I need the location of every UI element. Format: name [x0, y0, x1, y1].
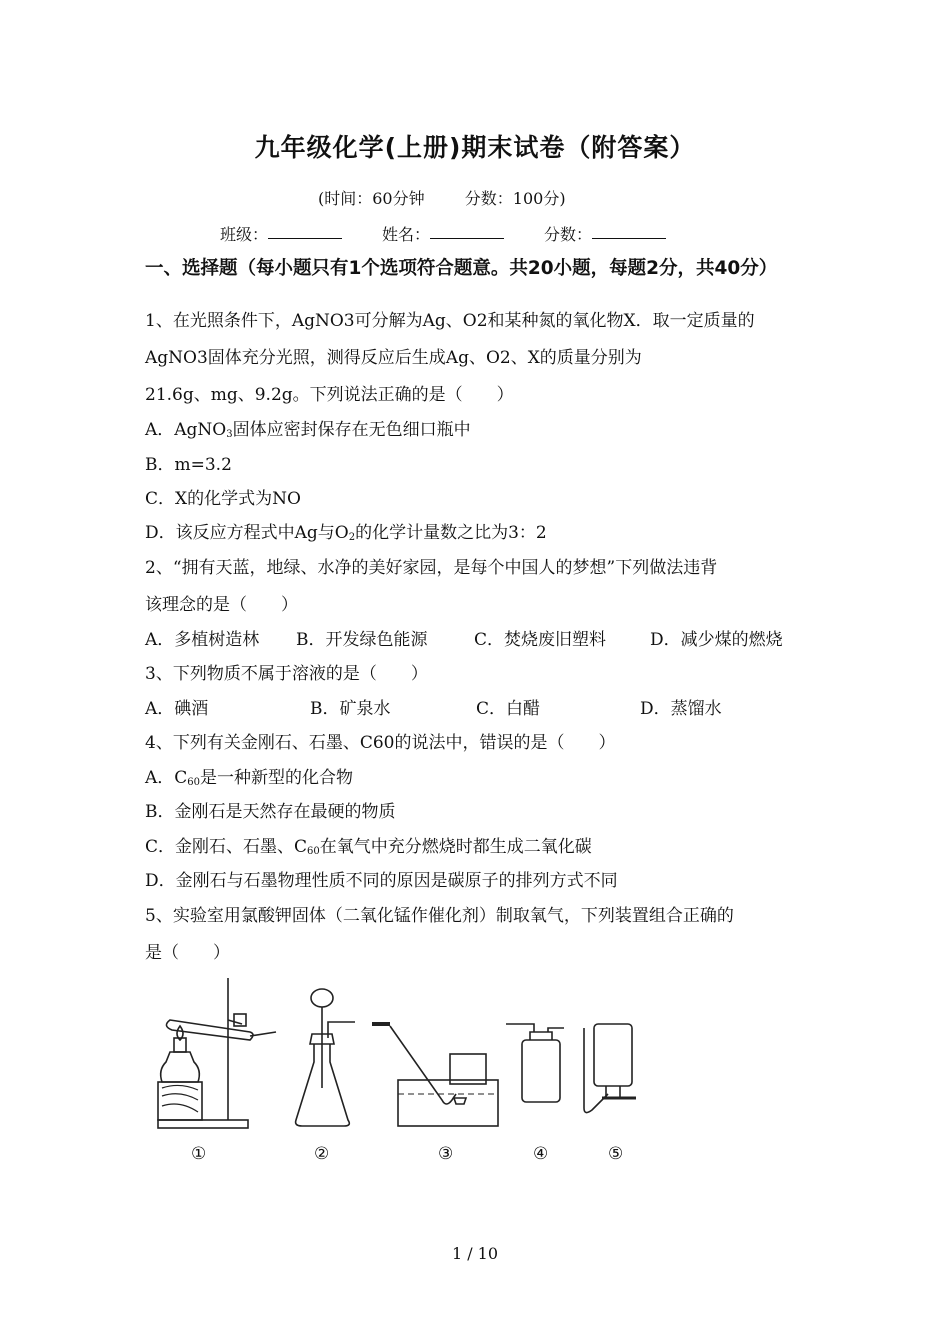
exam-meta [318, 186, 566, 209]
q4-option-a: A．$C_{60}$是一种新型的化合物 [145, 768, 354, 788]
section-heading: 一、选择题（每小题只有1个选项符合题意。共20小题，每题2分，共40分） [145, 258, 778, 279]
class-label: 班级： [220, 225, 269, 244]
apparatus-2-flask [296, 989, 355, 1126]
q4-stem: 4、下列有关金刚石、石墨、C60的说法中，错误的是（ ） [145, 733, 616, 753]
q1-line2: AgNO3固体充分光照，测得反应后生成Ag、O2、X的质量分别为 [145, 348, 642, 368]
apparatus-label-2: ② [314, 1144, 330, 1164]
apparatus-label-1: ① [191, 1144, 207, 1164]
q2-option-c: C．焚烧废旧塑料 [474, 630, 607, 650]
student-info-row [220, 222, 706, 245]
q3-stem: 3、下列物质不属于溶液的是（ ） [145, 664, 428, 684]
apparatus-label-5: ⑤ [608, 1144, 624, 1164]
q3-option-c: C．白醋 [476, 699, 541, 719]
q4-option-d: D．金刚石与石墨物理性质不同的原因是碳原子的排列方式不同 [145, 871, 618, 891]
q5-line2: 是（ ） [145, 943, 230, 963]
score-blank[interactable] [592, 222, 666, 239]
q4-option-c: C．金刚石、石墨、$C_{60}$在氧气中充分燃烧时都生成二氧化碳 [145, 837, 592, 857]
q4-option-b: B．金刚石是天然存在最硬的物质 [145, 802, 396, 822]
q2-option-a: A．多植树造林 [145, 630, 260, 650]
page-number: 1 / 10 [451, 1244, 499, 1263]
total-score: 分数：100分) [464, 189, 566, 208]
apparatus-3-trough [372, 1024, 498, 1126]
name-blank[interactable] [430, 222, 504, 239]
apparatus-figure [150, 970, 650, 1170]
name-label: 姓名： [382, 225, 431, 244]
apparatus-1-heating [158, 978, 276, 1128]
time-limit: (时间：60分钟 [318, 189, 425, 208]
q1-line3: 21.6g、mg、9.2g。下列说法正确的是（ ） [145, 385, 514, 405]
q2-line2: 该理念的是（ ） [145, 595, 298, 615]
apparatus-label-3: ③ [438, 1144, 454, 1164]
q2-option-b: B．开发绿色能源 [296, 630, 428, 650]
q3-option-b: B．矿泉水 [310, 699, 391, 719]
q3-option-d: D．蒸馏水 [640, 699, 722, 719]
q1-option-d: D．该反应方程式中Ag与$O_2$的化学计量数之比为3：2 [145, 523, 547, 543]
q2-line1: 2、“拥有天蓝，地绿、水净的美好家园，是每个中国人的梦想”下列做法违背 [145, 558, 718, 578]
class-blank[interactable] [268, 222, 342, 239]
page-title: 九年级化学(上册)期末试卷（附答案） [254, 133, 696, 162]
q1-option-a: A．AgNO$_3$固体应密封保存在无色细口瓶中 [145, 420, 471, 440]
q1-option-b: B．m=3.2 [145, 455, 232, 475]
q1-option-c: C．X的化学式为NO [145, 489, 301, 509]
apparatus-5-inverted-bottle [584, 1024, 636, 1113]
q1-line1: 1、在光照条件下，AgNO3可分解为Ag、O2和某种氮的氧化物X．取一定质量的 [145, 311, 755, 331]
q2-option-d: D．减少煤的燃烧 [650, 630, 783, 650]
q5-line1: 5、实验室用氯酸钾固体（二氧化锰作催化剂）制取氧气，下列装置组合正确的 [145, 906, 734, 926]
apparatus-label-4: ④ [533, 1144, 549, 1164]
score-label: 分数： [544, 225, 593, 244]
apparatus-4-bottle [506, 1024, 564, 1102]
q3-option-a: A．碘酒 [145, 699, 209, 719]
